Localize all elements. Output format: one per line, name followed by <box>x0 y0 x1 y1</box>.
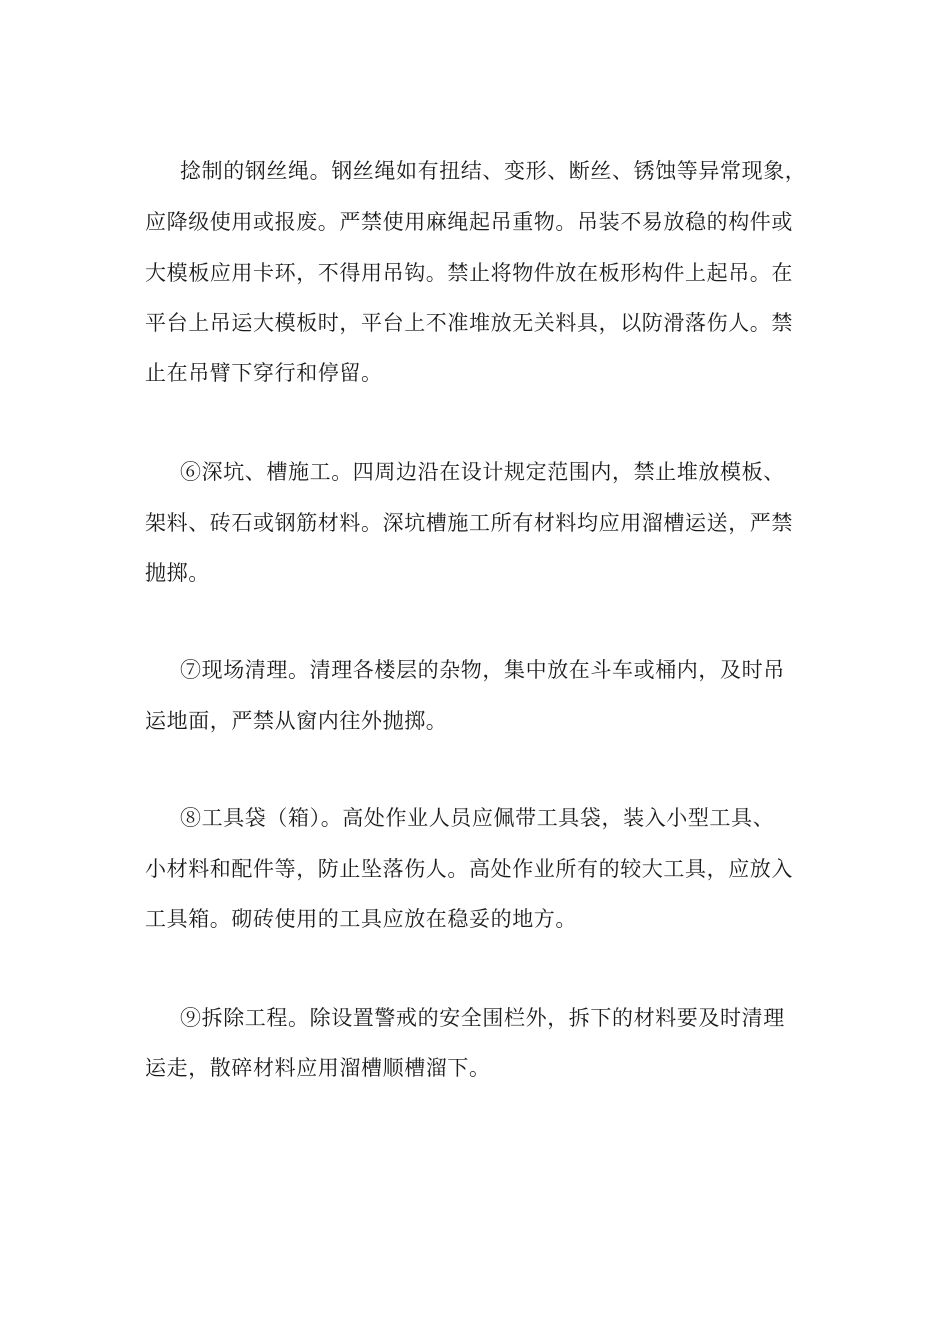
paragraph-item-6-line-1: ⑥深坑、槽施工。四周边沿在设计规定范围内，禁止堆放模板、 <box>180 460 785 484</box>
paragraph-continuation-line-5: 止在吊臂下穿行和停留。 <box>145 361 383 385</box>
paragraph-item-6-line-2: 架料、砖石或钢筋材料。深坑槽施工所有材料均应用溜槽运送，严禁 <box>145 511 793 535</box>
paragraph-continuation-line-2: 应降级使用或报废。严禁使用麻绳起吊重物。吊装不易放稳的构件或 <box>145 210 793 234</box>
paragraph-continuation-line-1: 捻制的钢丝绳。钢丝绳如有扭结、变形、断丝、锈蚀等异常现象， <box>180 159 807 183</box>
paragraph-item-8-line-1: ⑧工具袋（箱）。高处作业人员应佩带工具袋，装入小型工具、 <box>180 806 775 830</box>
paragraph-item-9-line-1: ⑨拆除工程。除设置警戒的安全围栏外，拆下的材料要及时清理 <box>180 1006 785 1030</box>
paragraph-item-8-line-3: 工具箱。砌砖使用的工具应放在稳妥的地方。 <box>145 907 577 931</box>
paragraph-item-9-line-2: 运走，散碎材料应用溜槽顺槽溜下。 <box>145 1056 491 1080</box>
paragraph-item-6-line-3: 抛掷。 <box>145 561 210 585</box>
paragraph-continuation-line-3: 大模板应用卡环，不得用吊钩。禁止将物件放在板形构件上起吊。在 <box>145 261 793 285</box>
paragraph-item-7-line-2: 运地面，严禁从窗内往外抛掷。 <box>145 709 448 733</box>
paragraph-item-8-line-2: 小材料和配件等，防止坠落伤人。高处作业所有的较大工具，应放入 <box>145 857 793 881</box>
paragraph-item-7-line-1: ⑦现场清理。清理各楼层的杂物，集中放在斗车或桶内，及时吊 <box>180 658 785 682</box>
paragraph-continuation-line-4: 平台上吊运大模板时，平台上不准堆放无关料具，以防滑落伤人。禁 <box>145 311 793 335</box>
